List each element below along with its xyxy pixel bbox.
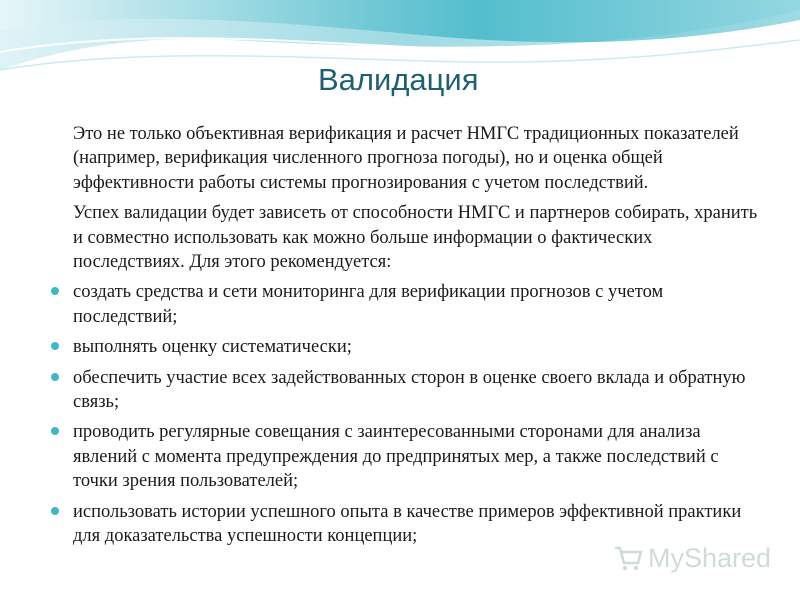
list-item xyxy=(73,335,763,359)
list-item xyxy=(73,280,763,329)
bullet-icon xyxy=(51,507,59,515)
bullet-icon xyxy=(51,342,59,350)
cart-icon xyxy=(612,542,644,574)
intro-paragraph-2: Успех валидации будет зависеть от способности НМГС и партнеров собирать, хранить и совместно использовать как можно больше информации о фактических последствиях. Для этого рекомендуется: xyxy=(73,203,758,273)
watermark xyxy=(612,542,771,574)
list-item xyxy=(73,366,763,415)
watermark-text: MyShared xyxy=(648,542,772,573)
slide-title: Валидация xyxy=(318,62,479,97)
list-item xyxy=(73,420,763,493)
bullet-icon xyxy=(51,287,59,295)
intro-paragraph-1: Это не только объективная верификация и расчет НМГС традиционных показателей (например, верификация численного прогноза погоды), но и оценка общей эффективности работы системы прогнозирования с учетом последствий. xyxy=(73,124,739,193)
slide-body xyxy=(73,122,763,555)
list-item-text: обеспечить участие всех задействованных сторон в оценке своего вклада и обратную связь; xyxy=(73,367,746,413)
list-item-text: использовать истории успешного опыта в качестве примеров эффективной практики для доказательства успешности концепции; xyxy=(73,501,742,547)
recommendation-list xyxy=(73,280,763,548)
list-item-text: выполнять оценку систематически; xyxy=(73,337,352,358)
list-item-text: создать средства и сети мониторинга для верификации прогнозов с учетом последствий; xyxy=(73,282,664,327)
bullet-icon xyxy=(51,427,59,435)
list-item-text: проводить регулярные совещания с заинтересованными сторонами для анализа явлений с момента предупреждения до предпринятых мер, а также последствий с точки зрения пользователей; xyxy=(73,422,719,492)
bullet-icon xyxy=(51,373,59,381)
